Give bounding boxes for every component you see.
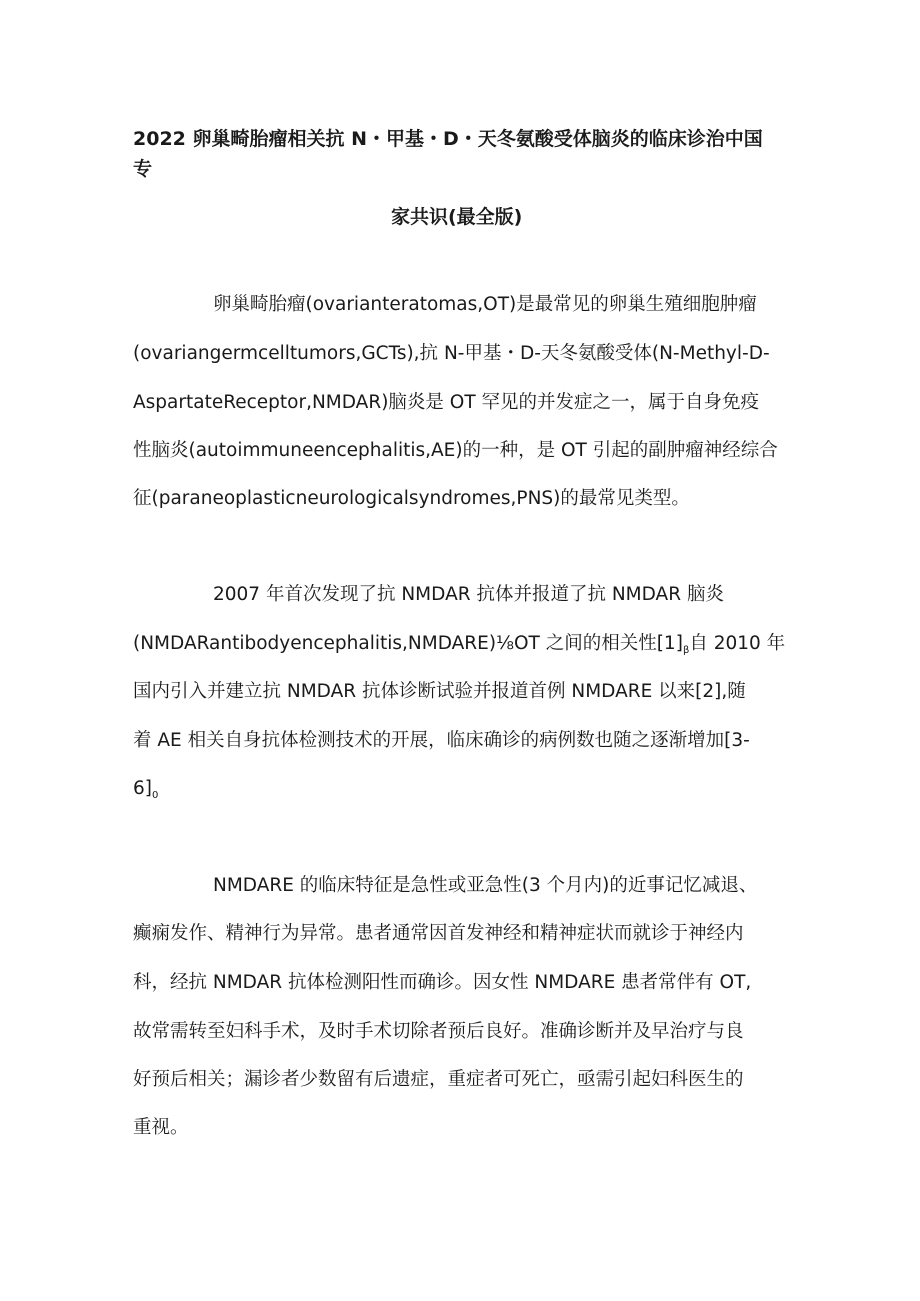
paragraph-1-line-3: AspartateReceptor,NMDAR)脑炎是 OT 罕见的并发症之一，属于自身免疫 (133, 392, 760, 413)
paragraph-3-line-3: 科，经抗 NMDAR 抗体检测阳性而确诊。因女性 NMDARE 患者常伴有 OT, (133, 972, 752, 993)
paragraph-2-line-2 (133, 633, 785, 662)
doc-title-line-3: 家共识(最全版) (391, 206, 523, 228)
paragraph-2-line-1: 2007 年首次发现了抗 NMDAR 抗体并报道了抗 NMDAR 脑炎 (213, 584, 724, 605)
paragraph-2-line-5-text: 6] (133, 778, 152, 799)
paragraph-2-line-2-text: (NMDARantibodyencephalitis,NMDARE)⅛OT 之间的相关性[1] (133, 633, 683, 654)
paragraph-3-line-2: 癫痫发作、精神行为异常。患者通常因首发神经和精神症状而就诊于神经内 (133, 923, 744, 944)
paragraph-3-line-4: 故常需转至妇科手术，及时手术切除者预后良好。准确诊断并及早治疗与良 (133, 1021, 744, 1042)
doc-title-line-2: 专 (133, 158, 153, 180)
paragraph-2-line-5 (133, 778, 158, 807)
paragraph-2-zero-mark: 0 (152, 790, 159, 801)
paragraph-2-line-4: 着 AE 相关自身抗体检测技术的开展，临床确诊的病例数也随之逐渐增加[3- (133, 730, 750, 751)
paragraph-2-line-2-tail: 自 2010 年 (689, 633, 786, 654)
paragraph-1-line-1: 卵巢畸胎瘤(ovarianteratomas,OT)是最常见的卵巢生殖细胞肿瘤 (213, 294, 757, 315)
paragraph-2-line-3: 国内引入并建立抗 NMDAR 抗体诊断试验并报道首例 NMDARE 以来[2],随 (133, 681, 746, 702)
paragraph-1-line-2: (ovariangermcelltumors,GCTs),抗 N-甲基・D-天冬氨酸受体(N-Methyl-D- (133, 343, 770, 364)
paragraph-1-line-4: 性脑炎(autoimmuneencephalitis,AE)的一种，是 OT 引起的副肿瘤神经综合 (133, 440, 778, 461)
paragraph-3-line-6: 重视。 (133, 1117, 189, 1138)
paragraph-3-line-1: NMDARE 的临床特征是急性或亚急性(3 个月内)的近事记忆减退、 (213, 875, 758, 896)
paragraph-2-beta-mark: β (682, 645, 690, 656)
paragraph-3-line-5: 好预后相关；漏诊者少数留有后遗症，重症者可死亡，亟需引起妇科医生的 (133, 1069, 744, 1090)
doc-title-line-1: 2022 卵巢畸胎瘤相关抗 N・甲基・D・天冬氨酸受体脑炎的临床诊治中国 (133, 128, 763, 150)
paragraph-1-line-5: 征(paraneoplasticneurologicalsyndromes,PNS)的最常见类型。 (133, 488, 690, 509)
